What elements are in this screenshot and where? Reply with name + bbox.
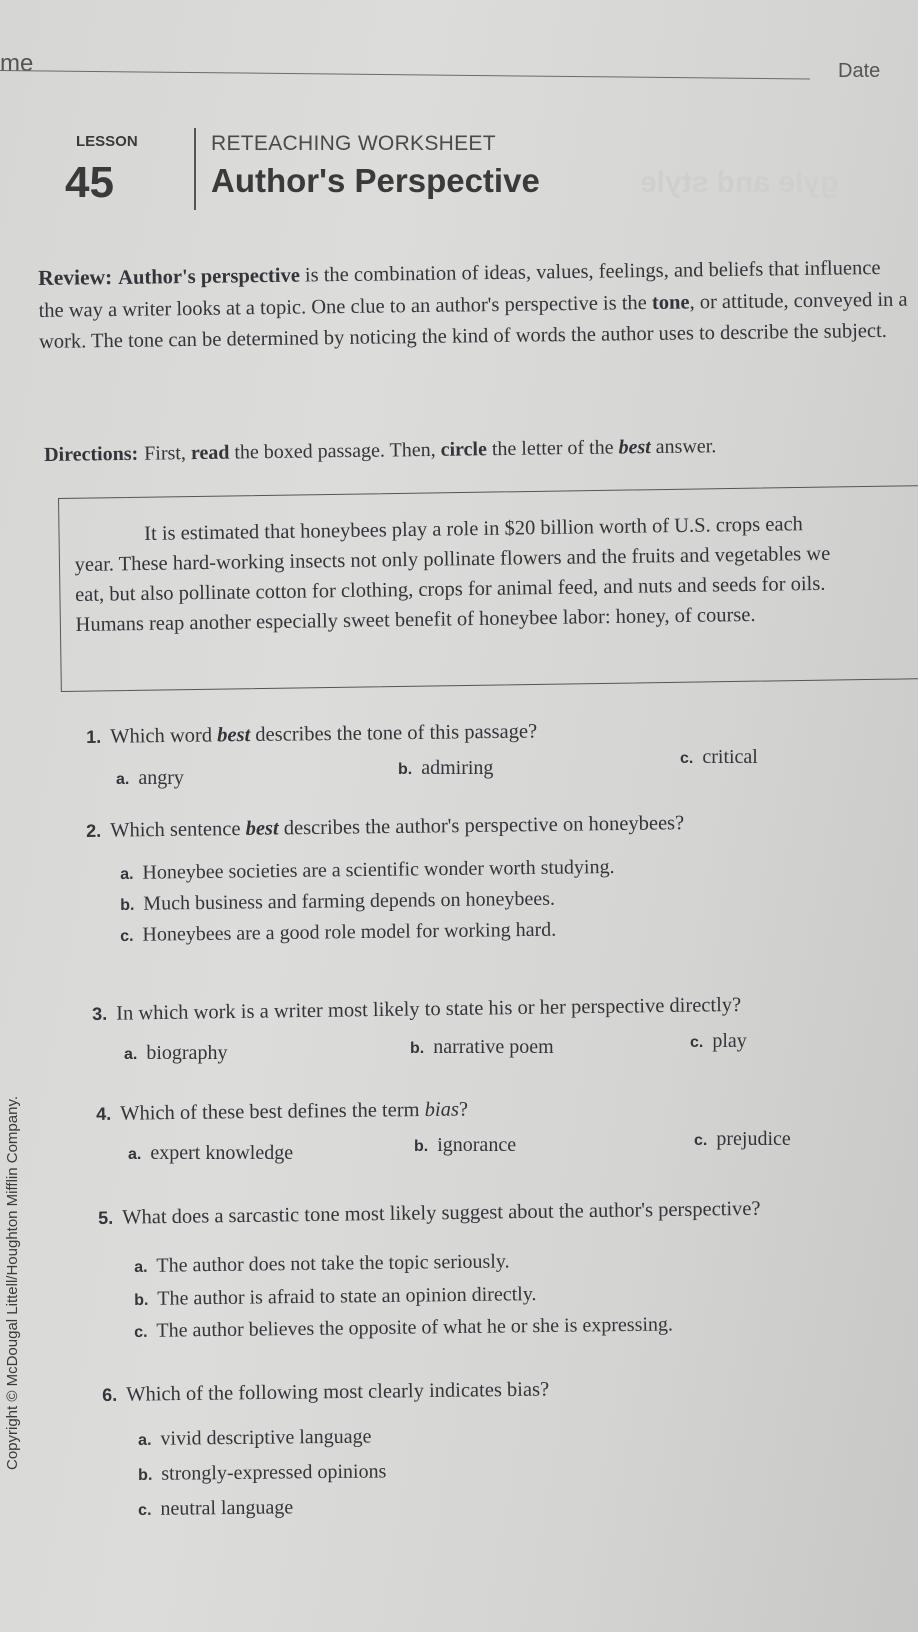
- option-text: The author does not take the topic seriously.: [156, 1250, 510, 1277]
- option-text: ignorance: [437, 1134, 517, 1156]
- option-letter: a.: [128, 1146, 142, 1163]
- q4-option-c[interactable]: [694, 1128, 791, 1151]
- option-text: angry: [138, 767, 184, 789]
- directions-text-2: the boxed passage. Then,: [229, 438, 441, 464]
- question-text-end: describes the tone of this passage?: [250, 720, 538, 746]
- option-letter: b.: [120, 896, 135, 914]
- name-label-fragment: me: [0, 50, 34, 77]
- question-number: 1.: [86, 726, 102, 747]
- option-text: admiring: [421, 757, 494, 779]
- option-text: Honeybees are a good role model for working hard.: [142, 918, 557, 946]
- q3-option-c[interactable]: [690, 1030, 747, 1053]
- worksheet-type: RETEACHING WORKSHEET: [211, 132, 496, 155]
- q5-option-b[interactable]: [134, 1283, 537, 1311]
- question-emphasis: best: [217, 723, 251, 747]
- question-2: [86, 812, 684, 843]
- q6-option-c[interactable]: [138, 1496, 293, 1521]
- question-text-end: ?: [458, 1098, 469, 1121]
- q3-option-a[interactable]: [124, 1042, 227, 1065]
- option-letter: c.: [694, 1132, 708, 1149]
- option-text: narrative poem: [433, 1036, 554, 1058]
- option-letter: a.: [138, 1431, 152, 1449]
- q6-option-b[interactable]: [138, 1460, 386, 1486]
- q2-option-c[interactable]: [120, 919, 556, 947]
- question-5: [98, 1198, 761, 1230]
- option-letter: b.: [138, 1466, 153, 1484]
- option-text: neutral language: [160, 1496, 294, 1520]
- q1-option-b[interactable]: [398, 757, 493, 780]
- question-emphasis: best: [245, 817, 279, 840]
- option-text: vivid descriptive language: [160, 1425, 372, 1450]
- header-divider: [194, 128, 196, 210]
- q1-option-c[interactable]: [680, 746, 758, 769]
- option-letter: c.: [120, 927, 134, 945]
- question-text: Which word: [110, 724, 218, 748]
- option-text: expert knowledge: [150, 1142, 294, 1164]
- option-letter: a.: [124, 1046, 138, 1063]
- q3-option-b[interactable]: [410, 1036, 554, 1059]
- question-number: 2.: [86, 820, 102, 841]
- question-3: [92, 994, 741, 1026]
- directions: [44, 433, 904, 467]
- bleed-through-text: gyle and style: [640, 166, 839, 199]
- q6-option-a[interactable]: [138, 1426, 372, 1451]
- option-letter: b.: [410, 1040, 425, 1057]
- review-term: Author's perspective: [118, 264, 301, 289]
- directions-best: best: [618, 436, 651, 459]
- directions-text-3: the letter of the: [486, 436, 619, 461]
- option-text: strongly-expressed opinions: [161, 1460, 387, 1485]
- date-label: Date: [838, 60, 881, 82]
- directions-text-4: answer.: [650, 435, 717, 459]
- passage-text: It is estimated that honeybees play a role in $20 billion worth of U.S. crops each year. These hard-working insects not only pollinate flowers and the fruits and vegetables we eat, but also pollinate cotton for clothing, crops for animal feed, and nuts and seeds for oils. Humans reap another especially sweet benefit of honeybee labor: honey, of course.: [74, 513, 831, 636]
- option-letter: a.: [134, 1258, 148, 1276]
- question-text: Which of these best defines the term: [120, 1098, 425, 1125]
- q2-option-b[interactable]: [120, 888, 555, 916]
- question-1: [86, 720, 537, 749]
- review-text-2: , or attitude, conveyed in a work. The tone can be determined by noticing the kind of words the author uses to describe the subject.: [38, 288, 908, 353]
- option-letter: b.: [134, 1291, 149, 1309]
- lesson-label: LESSON: [76, 133, 138, 150]
- directions-circle: circle: [440, 438, 488, 461]
- directions-label: Directions:: [44, 442, 139, 466]
- question-4: [96, 1098, 468, 1126]
- question-number: 5.: [98, 1207, 114, 1228]
- option-text: The author believes the opposite of what he or she is expressing.: [156, 1313, 674, 1342]
- review-label: Review:: [38, 265, 113, 290]
- question-text: Which of the following most clearly indicates bias?: [126, 1378, 550, 1406]
- question-text: Which sentence: [110, 817, 246, 842]
- question-number: 3.: [92, 1003, 108, 1024]
- q4-option-a[interactable]: [128, 1142, 293, 1165]
- option-text: biography: [146, 1042, 228, 1064]
- option-text: prejudice: [716, 1128, 791, 1150]
- option-letter: a.: [116, 771, 130, 788]
- review-paragraph: [38, 252, 909, 359]
- option-letter: c.: [690, 1034, 704, 1051]
- review-term-2: tone: [651, 290, 690, 314]
- question-number: 6.: [102, 1384, 118, 1405]
- option-letter: c.: [680, 750, 694, 767]
- directions-text-1: First,: [144, 442, 192, 465]
- option-text: play: [712, 1030, 747, 1052]
- option-text: critical: [702, 746, 758, 768]
- option-text: Much business and farming depends on honeybees.: [143, 887, 556, 915]
- option-letter: b.: [398, 761, 413, 778]
- directions-read: read: [190, 441, 230, 465]
- copyright-notice: Copyright © McDougal Littell/Houghton Mifflin Company.: [4, 1095, 21, 1470]
- review-text-1: is the combination of ideas, values, feelings, and beliefs that influence the way a writer looks at a topic. One clue to an author's perspective is the: [38, 256, 881, 322]
- question-text-end: describes the author's perspective on honeybees?: [278, 812, 685, 840]
- option-letter: c.: [138, 1501, 152, 1519]
- question-number: 4.: [96, 1103, 112, 1124]
- q5-option-a[interactable]: [134, 1250, 510, 1278]
- name-date-rule: [0, 70, 810, 79]
- q2-option-a[interactable]: [120, 856, 615, 885]
- question-6: [102, 1379, 549, 1407]
- option-text: Honeybee societies are a scientific wonder worth studying.: [142, 855, 615, 884]
- lesson-number: 45: [65, 158, 114, 207]
- q5-option-c[interactable]: [134, 1313, 673, 1343]
- worksheet-title: Author's Perspective: [211, 162, 540, 199]
- option-text: The author is afraid to state an opinion directly.: [157, 1283, 537, 1310]
- question-text: What does a sarcastic tone most likely suggest about the author's perspective?: [122, 1197, 761, 1229]
- option-letter: c.: [134, 1323, 148, 1341]
- question-emphasis: bias: [424, 1098, 460, 1121]
- option-letter: a.: [120, 865, 134, 883]
- option-letter: b.: [414, 1138, 429, 1155]
- q4-option-b[interactable]: [414, 1134, 516, 1157]
- q1-option-a[interactable]: [116, 767, 184, 790]
- question-text: In which work is a writer most likely to state his or her perspective directly?: [116, 993, 742, 1025]
